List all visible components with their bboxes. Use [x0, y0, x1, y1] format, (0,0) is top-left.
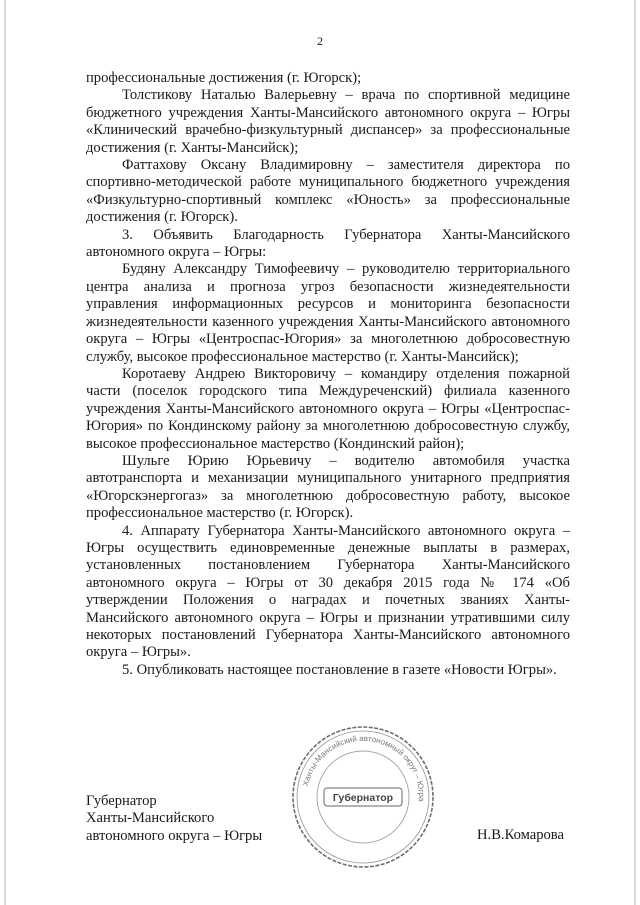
document-body	[86, 70, 570, 679]
paragraph-item-4: 4. Аппарату Губернатора Ханты-Мансийского автономного округа – Югры осуществить единовременные денежные выплаты в размерах, установленных постановлением Губернатора Ханты-Мансийского автономного округа – Югры от 30 декабря 2015 года № 174 «Об утверждении Положения о наградах и почетных званиях Ханты-Мансийского автономного округа – Югры и признании утратившими силу некоторых постановлений Губернатора Ханты-Мансийского автономного округа – Югры».	[86, 522, 570, 661]
paragraph-award-budyanu: Будяну Александру Тимофеевичу – руководителю территориального центра анализа и прогноза угроз безопасности жизнедеятельности управления информационных ресурсов и мониторинга безопасности жизнедеятельности казенного учреждения Ханты-Мансийского автономного округа – Югры «Центроспас-Югория» за многолетнюю добросовестную службу, высокое профессиональное мастерство (г. Ханты-Мансийск);	[86, 261, 570, 365]
signature-block	[86, 793, 262, 845]
signature-title-line1: Губернатор	[86, 793, 157, 809]
signatory-name: Н.В.Комарова	[477, 827, 564, 843]
scan-edge-right	[634, 0, 636, 905]
paragraph-award-shulge: Шульге Юрию Юрьевичу – водителю автомобиля участка автотранспорта и механизации муниципального унитарного предприятия «Югорскэнергогаз» за многолетнюю добросовестную работу, высокое профессиональное мастерство (г. Югорск).	[86, 452, 570, 522]
official-seal	[288, 722, 438, 872]
seal-center-text: Губернатор	[332, 792, 394, 804]
paragraph-award-tolstikova: Толстикову Наталью Валерьевну – врача по спортивной медицине бюджетного учреждения Ханты-Мансийского автономного округа – Югры «Клинический врачебно-физкультурный диспансер» за профессиональные достижения (г. Ханты-Мансийск);	[86, 87, 570, 156]
scan-edge-left	[4, 0, 6, 905]
paragraph-award-fattakhova: Фаттахову Оксану Владимировну – заместителя директора по спортивно-методической работе муниципального бюджетного учреждения «Физкультурно-спортивный комплекс «Юность» за профессиональные достижения (г. Югорск).	[86, 157, 570, 226]
seal-ring-text: Ханты-Мансийский автономный округ – Югра	[301, 733, 427, 802]
paragraph-item-5: 5. Опубликовать настоящее постановление в газете «Новости Югры».	[122, 661, 557, 678]
page-number: 2	[317, 34, 323, 48]
signature-title-line2: Ханты-Мансийского	[86, 810, 215, 827]
paragraph-continuation: профессиональные достижения (г. Югорск);	[86, 70, 362, 86]
paragraph-award-korotaevu: Коротаеву Андрею Викторовичу – командиру отделения пожарной части (поселок городского типа Междуреченский) филиала казенного учреждения Ханты-Мансийского автономного округа – Югры «Центроспас-Югория» по Кондинскому району за многолетнюю добросовестную службу, высокое профессиональное мастерство (Кондинский район);	[86, 365, 570, 452]
paragraph-item-3: 3. Объявить Благодарность Губернатора Ханты-Мансийского автономного округа – Югры:	[86, 226, 570, 261]
signature-title-line3: автономного округа – Югры	[86, 827, 263, 844]
